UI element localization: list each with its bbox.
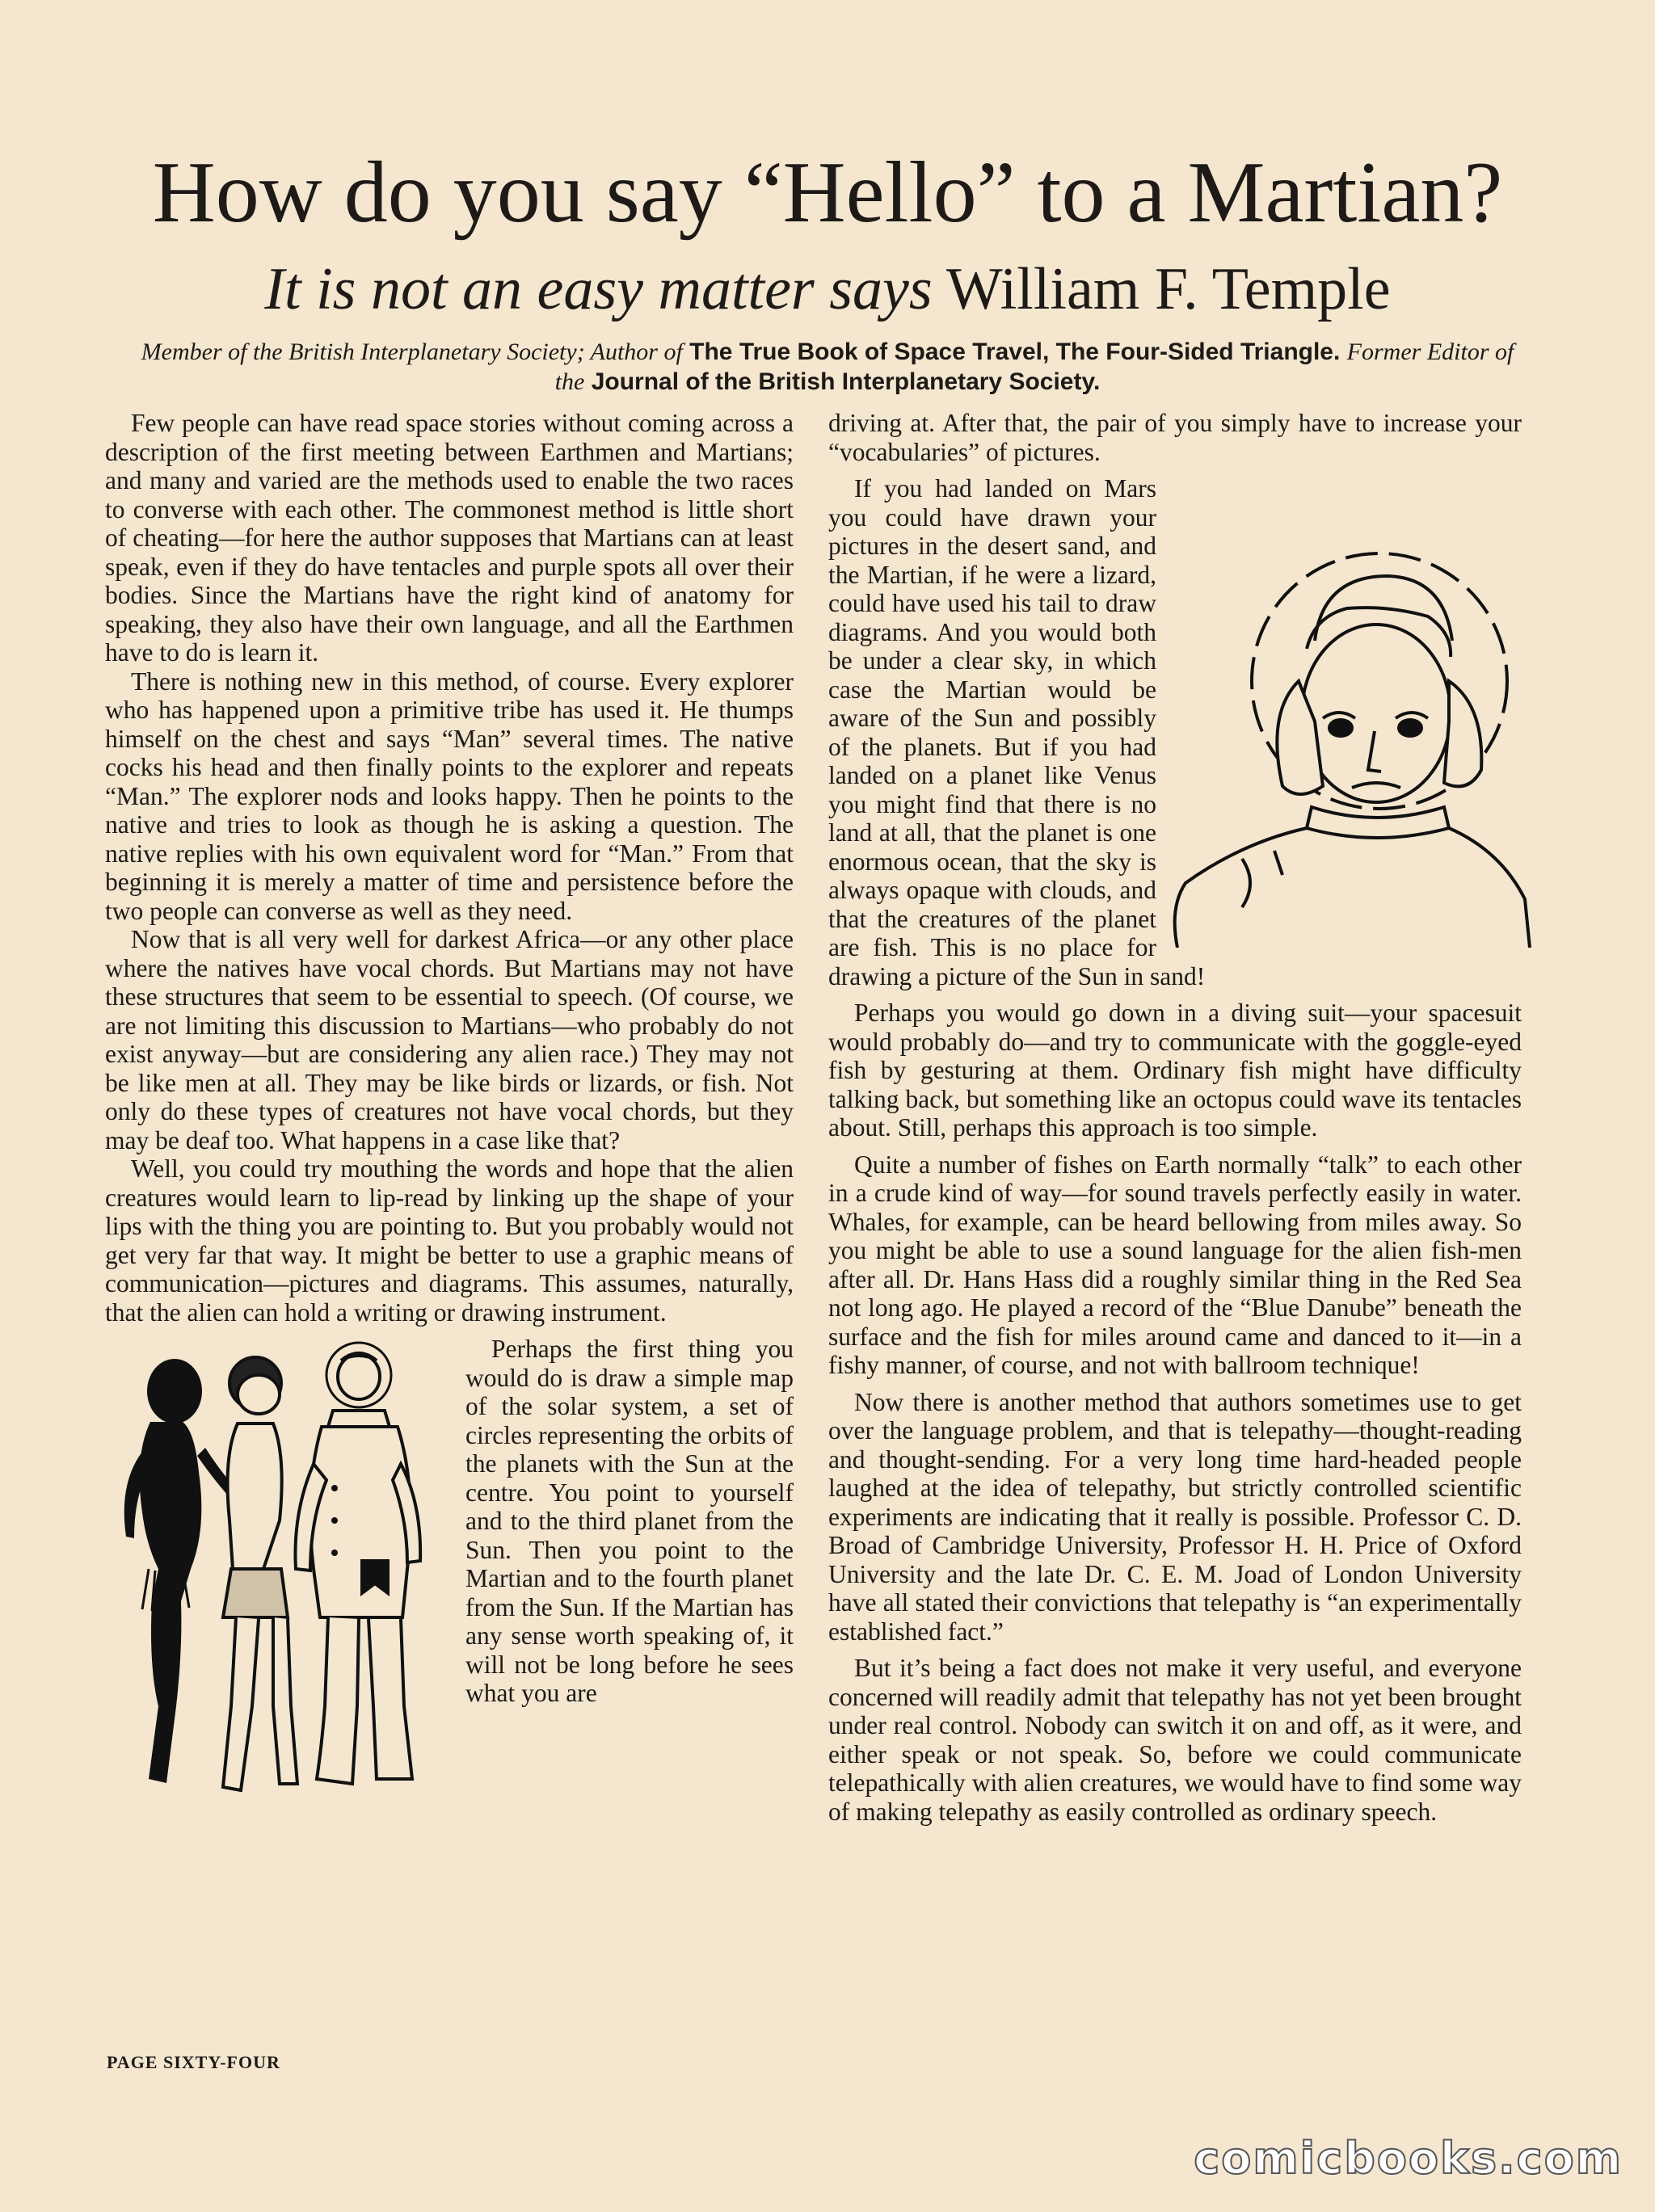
byline-membership: Member of the British Interplanetary Society; Author of bbox=[141, 339, 683, 365]
subtitle-italic: It is not an easy matter says bbox=[264, 256, 933, 322]
article-title: How do you say “Hello” to a Martian? bbox=[152, 145, 1503, 241]
byline-journal: Journal of the British Interplanetary Society. bbox=[591, 368, 1101, 395]
paragraph: But it’s being a fact does not make it very useful, and everyone concerned will readily admit that telepathy has not yet been brought under real control. Nobody can switch it on and off, as it were, and either speak or not speak. So, before we could communicate telepathically with alien creatures, we would have to find some way of making telepathy as easily controlled as ordinary speech. bbox=[828, 1654, 1522, 1826]
page-number: PAGE SIXTY-FOUR bbox=[107, 2052, 280, 2072]
paragraph-continued: Perhaps the first thing you would do is draw a simple map of the solar system, a set of circles representing the orbits of the planets with the Sun at the centre. You point to yourself and to the third planet from the Sun. Then you point to the Martian and to the fourth planet from the Sun. If the Martian has any sense worth speaking of, it will not be long before he sees what you are bbox=[465, 1335, 794, 1707]
paragraph: Perhaps you would go down in a diving suit—your spacesuit would probably do—and try to communicate with the goggle-eyed fish by gesturing at them. Ordinary fish might have difficulty talking back, but something like an octopus could wave its tentacles about. Still, perhaps this approach is too simple. bbox=[828, 999, 1522, 1142]
paragraph: Quite a number of fishes on Earth normally “talk” to each other in a crude kind of way—for sound travels perfectly easily in water. Whales, for example, can be heard bellowing from miles away. So you might be able to use a sound language for the alien fish-men after all. Dr. Hans Hass did a roughly similar thing in the Red Sea not long ago. He played a record of the “Blue Danube” beneath the surface and the fish for miles around came and danced to it—in a fishy manner, of course, and not with ballroom technique! bbox=[828, 1150, 1522, 1379]
article-subtitle bbox=[65, 257, 1590, 322]
paragraph: Well, you could try mouthing the words and hope that the alien creatures would learn to lip-read by linking up the shape of your lips with the thing you are pointing to. But you probably would not get very far that way. It might be better to use a graphic means of communication—pictures and diagrams. This assumes, naturally, that the alien can hold a writing or drawing instrument. bbox=[105, 1154, 794, 1327]
paragraph: There is nothing new in this method, of course. Every explorer who has happened upon a primitive tribe has used it. He thumps himself on the chest and says “Man” several times. The native cocks his head and then finally points to the explorer and repeats “Man.” The explorer nods and looks happy. Then he points to the native and tries to look as though he is asking a question. The native replies with his own equivalent word for “Man.” From that beginning it is merely a matter of time and persistence before the two people can converse as well as they need. bbox=[105, 667, 794, 925]
author-credentials bbox=[129, 338, 1526, 397]
author-name: William F. Temple bbox=[945, 256, 1391, 322]
byline-books: The True Book of Space Travel, The Four-Sided Triangle. bbox=[689, 339, 1341, 365]
byline-former-editor: Former Editor of the bbox=[554, 339, 1514, 395]
watermark: comicbooks.com bbox=[1194, 2133, 1623, 2184]
paragraph-continuation: driving at. After that, the pair of you simply have to increase your “vocabularies” of pictures. bbox=[828, 409, 1522, 466]
paragraph: Few people can have read space stories without coming across a description of the first meeting between Earthmen and Martians; and many and varied are the methods used to enable the two races to converse with each other. The commonest method is little short of cheating—for here the author supposes that Martians can at least speak, even if they do have tentacles and purple spots all over their bodies. Since the Martians have the right kind of anatomy for speaking, they also have their own language, and all the Earthmen have to do is learn it. bbox=[105, 409, 794, 667]
paragraph: Now there is another method that authors sometimes use to get over the language problem, and that is telepathy—thought-reading and thought-sending. For a very long time hard-headed people laughed at the idea of telepathy, but strictly controlled scientific experiments are indicating that it really is possible. Professor C. D. Broad of Cambridge University, Professor H. H. Price of Oxford University and the late Dr. C. E. M. Joad of London University have all stated their convictions that telepathy is “an experimentally established fact.” bbox=[828, 1387, 1522, 1646]
left-column bbox=[105, 409, 794, 1811]
right-column bbox=[828, 409, 1522, 1826]
spaceman-helmet-illustration bbox=[1161, 528, 1533, 948]
paragraph: If you had landed on Mars you could have drawn your pictures in the desert sand, and the Martian, if he were a lizard, could have used his tail to draw diagrams. And you would both be under a clear sky, in which case the Martian would be aware of the Sun and possibly of the planets. But if you had landed on a planet like Venus you might find that there is no land at all, that the planet is one enormous ocean, that the sky is always opaque with clouds, and that the creatures of the planet are fish. This is no place for drawing a picture of the Sun in sand! bbox=[828, 474, 1206, 990]
three-figures-illustration bbox=[102, 1327, 457, 1811]
paragraph: Now that is all very well for darkest Africa—or any other place where the natives have vocal chords. But Martians may not have these structures that seem to be essential to speech. (Of course, we are not limiting this discussion to Martians—who probably do not exist anyway—but are considering any alien race.) They may not be like men at all. They may be like birds or lizards, or fish. Not only do these types of creatures not have vocal chords, but they may be deaf too. What happens in a case like that? bbox=[105, 925, 794, 1154]
